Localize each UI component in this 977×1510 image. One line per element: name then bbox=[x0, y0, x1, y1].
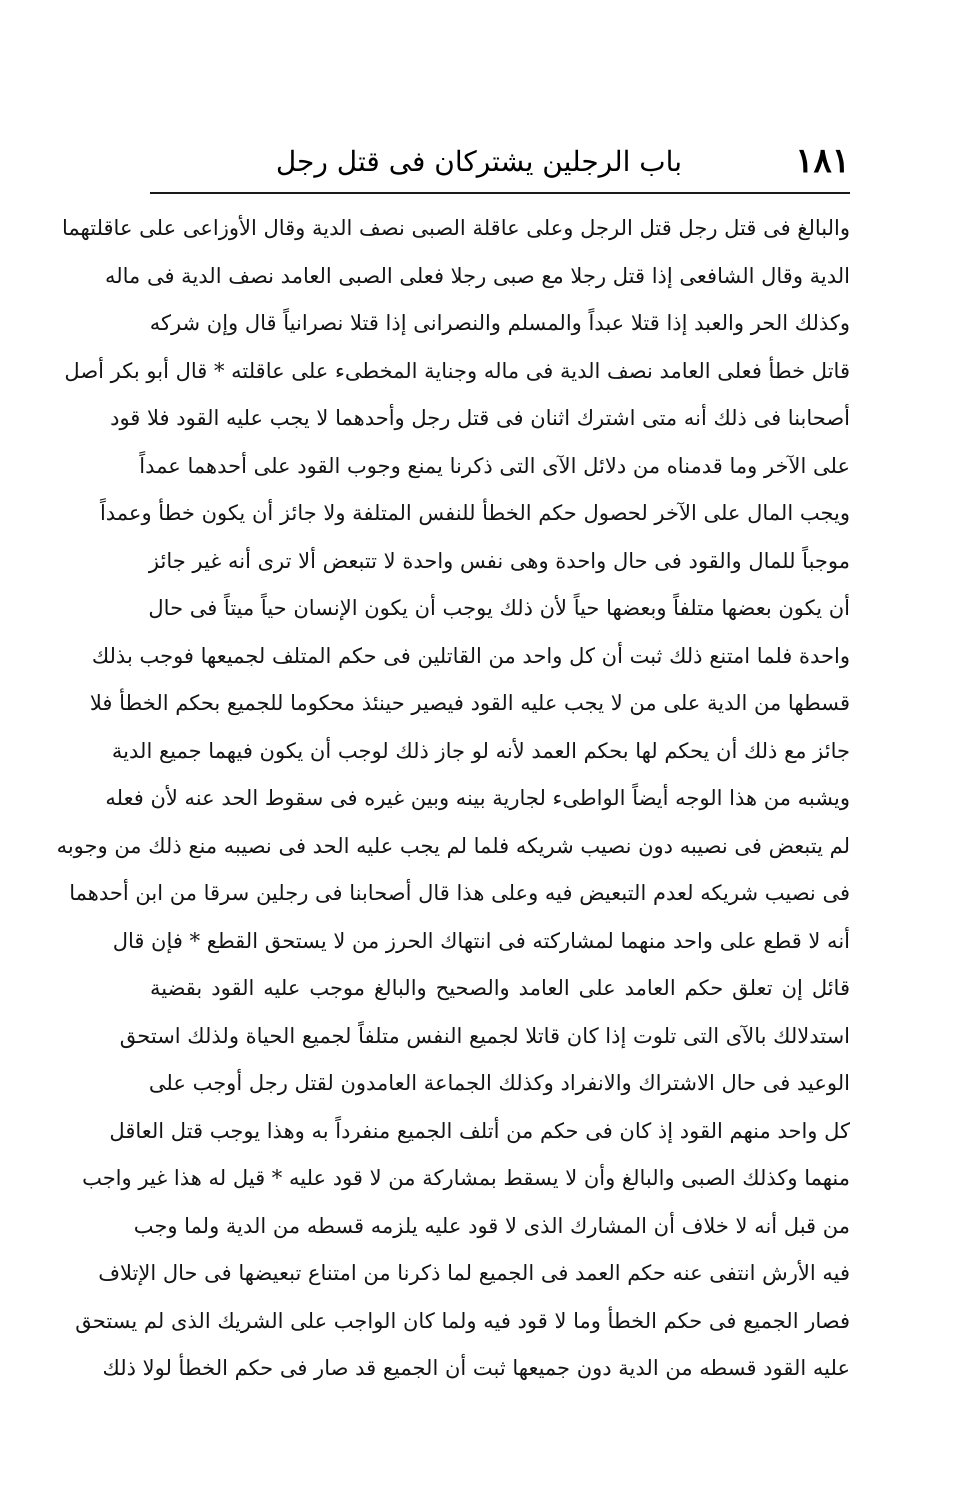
page-header bbox=[150, 138, 850, 188]
text-line: فصار الجميع فى حكم الخطأ وما لا قود فيه ولما كان الواجب على الشريك الذى لم يستحق bbox=[75, 1308, 850, 1333]
page-number: ١٨١ bbox=[795, 141, 850, 181]
text-line: على الآخر وما قدمناه من دلائل الآى التى ذكرنا يمنع وجوب القود على أحدهما عمداً bbox=[139, 453, 850, 478]
text-line: واحدة فلما امتنع ذلك ثبت أن كل واحد من القاتلين فى حكم المتلف لجميعها فوجب بذلك bbox=[91, 643, 850, 668]
text-line: من قبل أنه لا خلاف أن المشارك الذى لا قود عليه يلزمه قسطه من الدية ولما وجب bbox=[133, 1213, 850, 1238]
chapter-title: باب الرجلين يشتركان فى قتل رجل bbox=[275, 145, 682, 178]
text-line: عليه القود قسطه من الدية دون جميعها ثبت أن الجميع قد صار فى حكم الخطأ لولا ذلك bbox=[102, 1356, 850, 1380]
text-line: الدية وقال الشافعى إذا قتل رجلا مع صبى رجلا فعلى الصبى العامد نصف الدية فى ماله bbox=[104, 263, 850, 288]
text-line: قاتل خطأ فعلى العامد نصف الدية فى ماله وجناية المخطىء على عاقلته * قال أبو بكر أصل bbox=[64, 358, 850, 383]
text-line: منهما وكذلك الصبى والبالغ وأن لا يسقط بمشاركة من لا قود عليه * قيل له هذا غير واجب bbox=[82, 1166, 850, 1190]
text-line: والبالغ فى قتل رجل قتل الرجل وعلى عاقلة الصبى نصف الدية وقال الأوزاعى على عاقلتهما bbox=[62, 216, 850, 240]
text-line: جائز مع ذلك أن يحكم لها بحكم العمد لأنه لو جاز ذلك لوجب أن يكون فيهما جميع الدية bbox=[111, 738, 850, 763]
text-line: لم يتبعض فى نصيبه دون نصيب شريكه فلما لم يجب عليه الحد فى نصيبه منع ذلك من وجوبه bbox=[56, 833, 850, 858]
text-line: ويجب المال على الآخر لحصول حكم الخطأ للنفس المتلفة ولا جائز أن يكون خطأ وعمداً bbox=[99, 501, 850, 525]
header-divider bbox=[150, 192, 850, 194]
text-line: قسطها من الدية على من لا يجب عليه القود فيصير حينئذ محكوما للجميع بحكم الخطأ فلا bbox=[89, 691, 850, 715]
text-line: ويشبه من هذا الوجه أيضاً الواطىء لجارية بينه وبين غيره فى سقوط الحد عنه لأن فعله bbox=[105, 786, 850, 810]
text-line: كل واحد منهم القود إذ كان فى حكم من أتلف الجميع منفرداً به وهذا يوجب قتل العاقل bbox=[109, 1118, 850, 1143]
text-line: استدلالك بالآى التى تلوت إذا كان قاتلا لجميع النفس متلفاً لجميع الحياة ولذلك استحق bbox=[119, 1023, 850, 1048]
text-line: وكذلك الحر والعبد إذا قتلا عبداً والمسلم والنصرانى إذا قتلا نصرانياً قال وإن شركه bbox=[149, 311, 850, 335]
text-line: موجباً للمال والقود فى حال واحدة وهى نفس واحدة لا تتبعض ألا ترى أنه غير جائز bbox=[148, 548, 850, 573]
text-line: أن يكون بعضها متلفاً وبعضها حياً لأن ذلك يوجب أن يكون الإنسان حياً ميتاً فى حال bbox=[148, 596, 850, 620]
text-line: أصحابنا فى ذلك أنه متى اشترك اثنان فى قتل رجل وأحدهما لا يجب عليه القود فلا قود bbox=[110, 406, 850, 430]
text-line: أنه لا قطع على واحد منهما لمشاركته فى انتهاك الحرز من لا يستحق القطع * فإن قال bbox=[112, 928, 850, 953]
text-line: فى نصيب شريكه لعدم التبعيض فيه وعلى هذا قال أصحابنا فى رجلين سرقا من ابن أحدهما bbox=[69, 881, 850, 905]
body-text bbox=[56, 205, 850, 1380]
text-line: الوعيد فى حال الاشتراك والانفراد وكذلك الجماعة العامدون لقتل رجل أوجب على bbox=[148, 1071, 850, 1095]
text-line: قائل إن تعلق حكم العامد على العامد والصحيح والبالغ موجب عليه القود بقضية bbox=[150, 976, 850, 1000]
text-line: فيه الأرش انتفى عنه حكم العمد فى الجميع لما ذكرنا من امتناع تبعيضها فى حال الإتلاف bbox=[98, 1261, 850, 1285]
